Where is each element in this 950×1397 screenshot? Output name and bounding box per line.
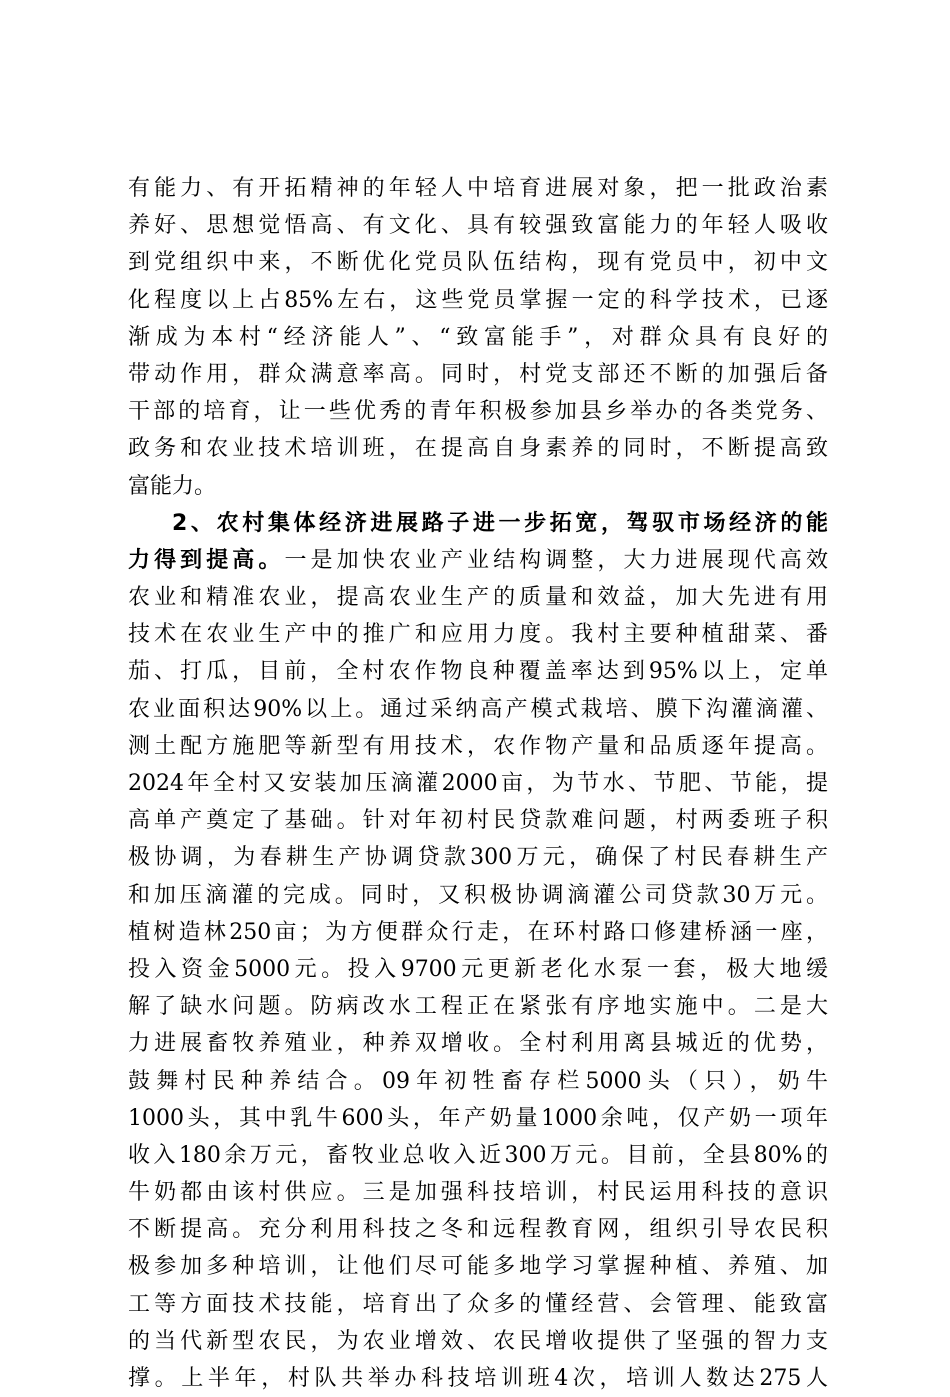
section-heading: 2、农村集体经济进展路子进一步拓宽，驾驭市场经济的能	[172, 510, 828, 536]
text-line: 投入资金5000元。投入9700元更新老化水泵一套，极大地缓	[128, 956, 828, 982]
text-line: 解了缺水问题。防病改水工程正在紧张有序地实施中。二是大	[128, 994, 828, 1020]
text-line: 化程度以上占85%左右，这些党员掌握一定的科学技术，已逐	[128, 287, 828, 313]
text-line: 政务和农业技术培训班，在提高自身素养的同时，不断提高致	[128, 436, 828, 462]
text-line: 带动作用，群众满意率高。同时，村党支部还不断的加强后备	[128, 361, 828, 387]
text-line: 测土配方施肥等新型有用技术，农作物产量和品质逐年提高。	[128, 733, 828, 759]
text-line: 的当代新型农民，为农业增效、农民增收提供了坚强的智力支	[128, 1328, 828, 1354]
text-line: 2024年全村又安装加压滴灌2000亩，为节水、节肥、节能，提	[128, 771, 828, 796]
text-line: 鼓舞村民种养结合。09年初牲畜存栏5000头（只），奶牛	[128, 1068, 828, 1094]
text-line: 高单产奠定了基础。针对年初村民贷款难问题，村两委班子积	[128, 808, 828, 834]
text-line: 农业和精准农业，提高农业生产的质量和效益，加大先进有用	[128, 585, 828, 611]
text-line: 极协调，为春耕生产协调贷款300万元，确保了村民春耕生产	[128, 845, 828, 871]
text-line: 不断提高。充分利用科技之冬和远程教育网，组织引导农民积	[128, 1217, 828, 1243]
text-line: 极参加多种培训，让他们尽可能多地学习掌握种植、养殖、加	[128, 1254, 828, 1280]
text-line: 撑。上半年，村队共举办科技培训班4次，培训人数达275人	[128, 1366, 828, 1391]
text-line: 收入180余万元，畜牧业总收入近300万元。目前，全县80%的	[128, 1142, 828, 1168]
text-line: 牛奶都由该村供应。三是加强科技培训，村民运用科技的意识	[128, 1180, 828, 1206]
text-line: 渐成为本村“经济能人”、“致富能手”，对群众具有良好的	[128, 324, 828, 350]
text-line: 1000头，其中乳牛600头，年产奶量1000余吨，仅产奶一项年	[128, 1105, 828, 1131]
text-line: 力进展畜牧养殖业，种养双增收。全村利用离县城近的优势，	[128, 1031, 828, 1057]
text-line	[128, 542, 828, 579]
text-line: 有能力、有开拓精神的年轻人中培育进展对象，把一批政治素	[128, 176, 828, 201]
text-line: 农业面积达90%以上。通过采纳高产模式栽培、膜下沟灌滴灌、	[128, 696, 828, 722]
text-line: 工等方面技术技能，培育出了众多的懂经营、会管理、能致富	[128, 1291, 828, 1317]
text-line: 干部的培育，让一些优秀的青年积极参加县乡举办的各类党务、	[128, 399, 828, 425]
text-segment: 一是加快农业产业结构调整，大力进展现代高效	[284, 547, 828, 573]
text-line: 茄、打瓜，目前，全村农作物良种覆盖率达到95%以上，定单	[128, 659, 828, 685]
text-line: 和加压滴灌的完成。同时，又积极协调滴灌公司贷款30万元。	[128, 882, 828, 908]
text-line: 富能力。	[128, 473, 217, 499]
body-text	[128, 170, 828, 1397]
text-line: 到党组织中来，不断优化党员队伍结构，现有党员中，初中文	[128, 250, 828, 276]
text-line: 植树造林250亩；为方便群众行走，在环村路口修建桥涵一座，	[128, 919, 828, 945]
section-heading-end: 力得到提高。	[128, 547, 285, 573]
text-line: 养好、思想觉悟高、有文化、具有较强致富能力的年轻人吸收	[128, 213, 828, 239]
text-line: 技术在农业生产中的推广和应用力度。我村主要种植甜菜、番	[128, 622, 828, 648]
